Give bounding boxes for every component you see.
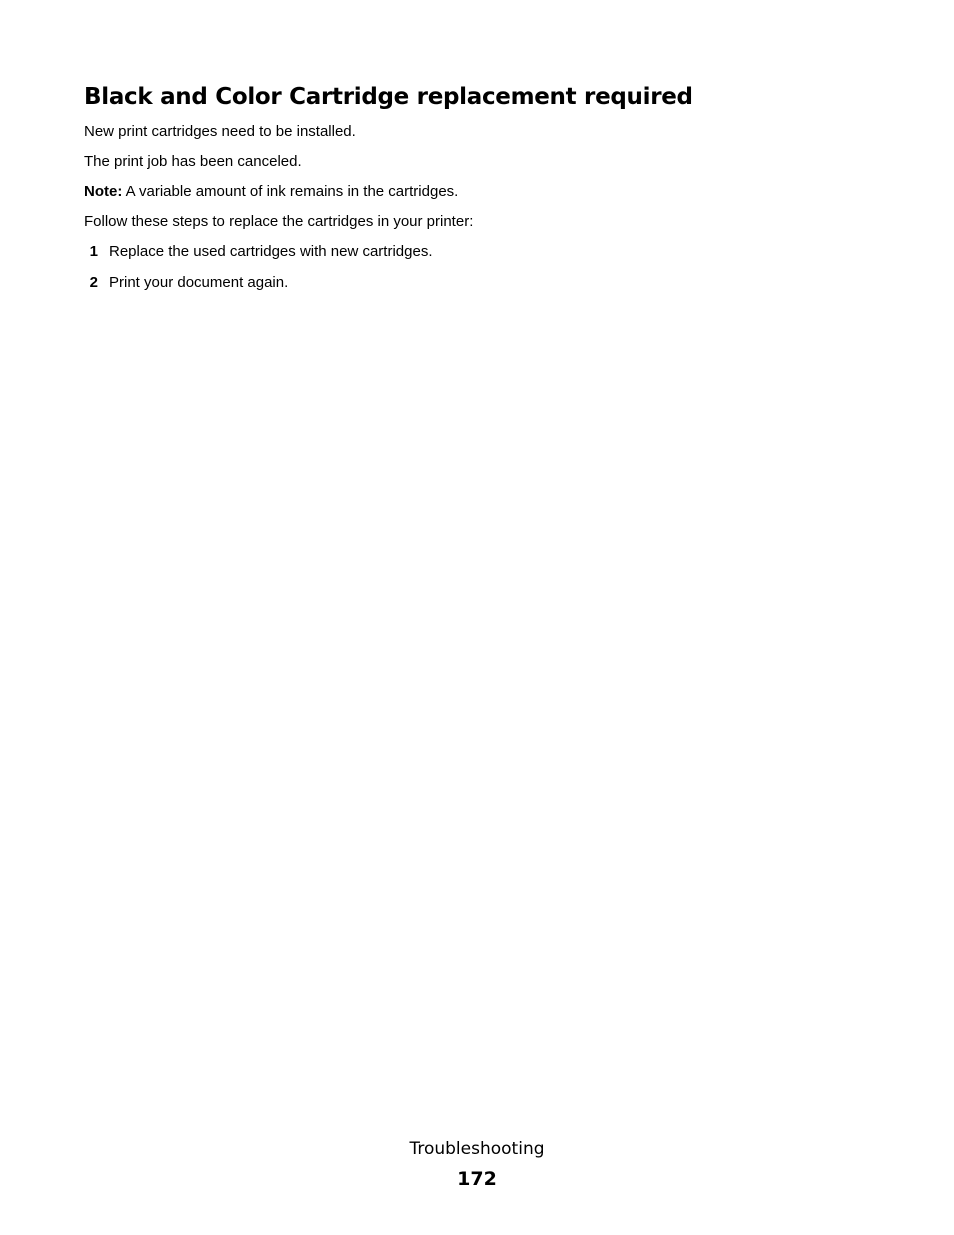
page-content: [84, 82, 884, 304]
paragraph-canceled: The print job has been canceled.: [84, 153, 302, 170]
step-item: [84, 273, 884, 292]
step-text: Print your document again.: [109, 274, 289, 291]
steps-intro: Follow these steps to replace the cartridges in your printer:: [84, 213, 474, 230]
page-footer: [0, 1138, 954, 1192]
footer-page-number: 172: [457, 1168, 497, 1190]
step-number: 2: [89, 274, 98, 291]
step-item: [84, 242, 884, 261]
steps-list: [84, 242, 884, 292]
section-title: Black and Color Cartridge replacement required: [84, 84, 693, 110]
note-paragraph: [84, 182, 884, 201]
footer-section-name: Troubleshooting: [409, 1139, 545, 1159]
note-label: Note:: [84, 183, 123, 200]
paragraph-install: New print cartridges need to be installed.: [84, 123, 356, 140]
note-text: A variable amount of ink remains in the cartridges.: [122, 183, 459, 200]
step-text: Replace the used cartridges with new cartridges.: [109, 243, 433, 260]
step-number: 1: [89, 243, 98, 260]
